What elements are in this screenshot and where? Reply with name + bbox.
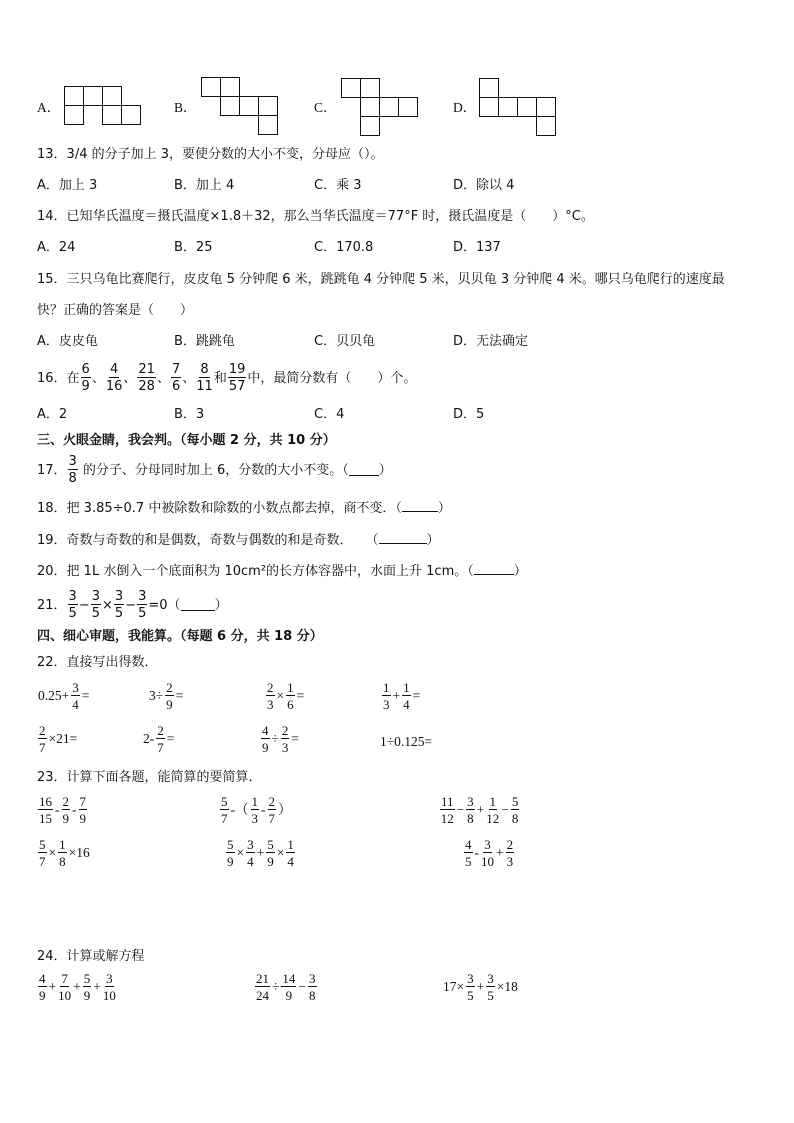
q22-expr-6: 2- $\frac{2}{7}$ = — [143, 723, 175, 755]
q21-fraction-1: $\frac{3}{5}$ — [68, 589, 77, 621]
q16-option-b[interactable]: B．3 — [174, 407, 205, 422]
q18-answer-blank[interactable] — [402, 501, 438, 512]
q21-fraction-4: $\frac{3}{5}$ — [138, 589, 147, 621]
q20 — [37, 564, 527, 578]
q18 — [37, 501, 451, 515]
q15-option-c[interactable]: C．贝贝龟 — [314, 334, 376, 349]
q16-fraction-5: $\frac{8}{11}$ — [196, 362, 213, 394]
q16-stem — [37, 358, 416, 398]
q22-expr-2: 3÷ $\frac{2}{9}$ = — [149, 680, 184, 712]
q16-fraction-4: $\frac{7}{6}$ — [171, 362, 181, 394]
q16-sep: 、 — [123, 370, 137, 386]
q19-text: 19．奇数与奇数的和是偶数，奇数与偶数的和是奇数． （ — [37, 533, 379, 548]
q17-fraction: $\frac{3}{8}$ — [68, 454, 77, 486]
q14-option-b[interactable]: B．25 — [174, 240, 213, 255]
q17-text: 的分子、分母同时加上 6，分数的大小不变。（ — [82, 462, 349, 478]
q12-option-b[interactable] — [174, 101, 197, 115]
q24-expr-2: $\frac{21}{24}$ ÷ $\frac{14}{9}$ − $\frac{3}{8}$ — [256, 971, 316, 1003]
q16-and: 和 — [213, 370, 227, 386]
q14-option-c[interactable]: C．170.8 — [314, 240, 374, 255]
q15-option-b[interactable]: B．跳跳龟 — [174, 334, 235, 349]
q24-expr-3: 17× $\frac{3}{5}$ + $\frac{3}{5}$ ×18 — [443, 971, 518, 1003]
q22-expr-7: $\frac{4}{9}$ ÷ $\frac{2}{3}$ = — [262, 723, 300, 755]
q16-sep: 、 — [182, 370, 196, 386]
q12-net-b-figure — [201, 77, 281, 137]
q16-fraction-6: $\frac{19}{57}$ — [228, 362, 246, 394]
q22-expr-3: $\frac{2}{3}$ × $\frac{1}{6}$ = — [267, 680, 305, 712]
q12-option-c-label: C． — [314, 100, 337, 115]
q13-option-a[interactable]: A．加上 3 — [37, 178, 98, 193]
q18-close: ） — [437, 501, 451, 516]
q21-close: ） — [214, 597, 228, 613]
q12-option-c[interactable] — [314, 101, 337, 115]
q12-option-d-label: D． — [453, 100, 477, 115]
q22-expr-5: $\frac{2}{7}$ ×21= — [39, 723, 78, 755]
q17 — [37, 452, 392, 488]
q22-expr-4: $\frac{1}{3}$ + $\frac{1}{4}$ = — [383, 680, 421, 712]
q21 — [37, 587, 228, 623]
q19 — [37, 533, 440, 547]
q24-stem: 24．计算或解方程 — [37, 949, 145, 964]
q23-expr-1: $\frac{16}{15}$ - $\frac{2}{9}$ - $\frac{7}{9}$ — [39, 794, 86, 826]
q12-net-c-figure — [341, 78, 421, 138]
q19-close: ） — [426, 533, 440, 548]
q21-op: − — [78, 597, 90, 613]
q12-option-a[interactable] — [37, 101, 60, 115]
q20-text: 20．把 1L 水倒入一个底面积为 10cm²的长方体容器中，水面上升 1cm。（ — [37, 564, 474, 579]
q15-option-a[interactable]: A．皮皮龟 — [37, 334, 98, 349]
q15-stem-line2: 快？正确的答案是（ ） — [37, 303, 194, 318]
q12-net-a-figure — [64, 86, 146, 130]
q21-op: × — [102, 597, 113, 613]
q12-option-b-label: B． — [174, 100, 197, 115]
q16-option-c[interactable]: C．4 — [314, 407, 345, 422]
q23-stem: 23．计算下面各题，能简算的要简算． — [37, 770, 262, 785]
q21-answer-blank[interactable] — [181, 600, 215, 611]
q14-stem: 14．已知华氏温度＝摄氏温度×1.8＋32，那么当华氏温度＝77°F 时，摄氏温度是（ ）°C。 — [37, 209, 594, 224]
q23-expr-5: $\frac{5}{9}$ × $\frac{3}{4}$ + $\frac{5}{9}$ × $\frac{1}{4}$ — [227, 837, 294, 869]
q16-sep: 、 — [156, 370, 170, 386]
q16-fraction-2: $\frac{4}{16}$ — [105, 362, 123, 394]
q13-option-b[interactable]: B．加上 4 — [174, 178, 235, 193]
q16-sep: 、 — [91, 370, 105, 386]
q21-op: − — [125, 597, 137, 613]
q22-expr-1: 0.25+ $\frac{3}{4}$ = — [38, 680, 90, 712]
q22-expr-8: 1÷0.125= — [380, 734, 433, 749]
section-3-title: 三、火眼金睛，我会判。（每小题 2 分，共 10 分） — [37, 433, 336, 448]
q13-option-d[interactable]: D．除以 4 — [453, 178, 515, 193]
q17-num: 17． — [37, 462, 67, 478]
q20-close: ） — [513, 564, 527, 579]
q16-option-d[interactable]: D．5 — [453, 407, 485, 422]
q16-fraction-1: $\frac{6}{9}$ — [81, 362, 90, 394]
q16-suffix: 中，最简分数有（ ）个。 — [247, 370, 417, 386]
q15-option-d[interactable]: D．无法确定 — [453, 334, 529, 349]
section-4-title: 四、细心审题，我能算。（每题 6 分，共 18 分） — [37, 629, 323, 644]
q12-net-d-figure — [479, 78, 559, 138]
q14-option-d[interactable]: D．137 — [453, 240, 501, 255]
q23-expr-2: $\frac{5}{7}$ -（ $\frac{1}{3}$ - $\frac{2}{7}$ ） — [221, 794, 292, 826]
q19-answer-blank[interactable] — [379, 533, 427, 544]
q22-stem: 22．直接写出得数． — [37, 655, 158, 670]
q18-text: 18．把 3.85÷0.7 中被除数和除数的小数点都去掉，商不变．（ — [37, 501, 402, 516]
q21-num: 21． — [37, 597, 67, 613]
q15-stem-line1: 15．三只乌龟比赛爬行，皮皮龟 5 分钟爬 6 米，跳跳龟 4 分钟爬 5 米，贝贝龟 3 分钟爬 4 米。哪只乌龟爬行的速度最 — [37, 272, 725, 287]
q16-option-a[interactable]: A．2 — [37, 407, 68, 422]
q14-option-a[interactable]: A．24 — [37, 240, 76, 255]
q16-prefix: 16．在 — [37, 370, 80, 386]
q21-fraction-2: $\frac{3}{5}$ — [91, 589, 101, 621]
q20-answer-blank[interactable] — [474, 564, 514, 575]
q21-fraction-3: $\frac{3}{5}$ — [114, 589, 124, 621]
q12-option-d[interactable] — [453, 101, 476, 115]
q24-expr-1: $\frac{4}{9}$ + $\frac{7}{10}$ + $\frac{5}{9}$ + $\frac{3}{10}$ — [39, 971, 116, 1003]
q13-stem: 13．3/4 的分子加上 3，要使分数的大小不变，分母应（）。 — [37, 147, 384, 162]
q17-answer-blank[interactable] — [349, 465, 379, 476]
q23-expr-4: $\frac{5}{7}$ × $\frac{1}{8}$ ×16 — [39, 837, 90, 869]
q23-expr-3: $\frac{11}{12}$ − $\frac{3}{8}$ + $\frac{1}{12}$ − $\frac{5}{8}$ — [440, 794, 519, 826]
q16-fraction-3: $\frac{21}{28}$ — [138, 362, 155, 394]
q13-option-c[interactable]: C．乘 3 — [314, 178, 362, 193]
q17-close: ） — [378, 462, 392, 478]
q23-expr-6: $\frac{4}{5}$ - $\frac{3}{10}$ + $\frac{2}{3}$ — [465, 837, 514, 869]
q12-option-a-label: A． — [37, 100, 61, 115]
q21-op: =0（ — [148, 597, 181, 613]
